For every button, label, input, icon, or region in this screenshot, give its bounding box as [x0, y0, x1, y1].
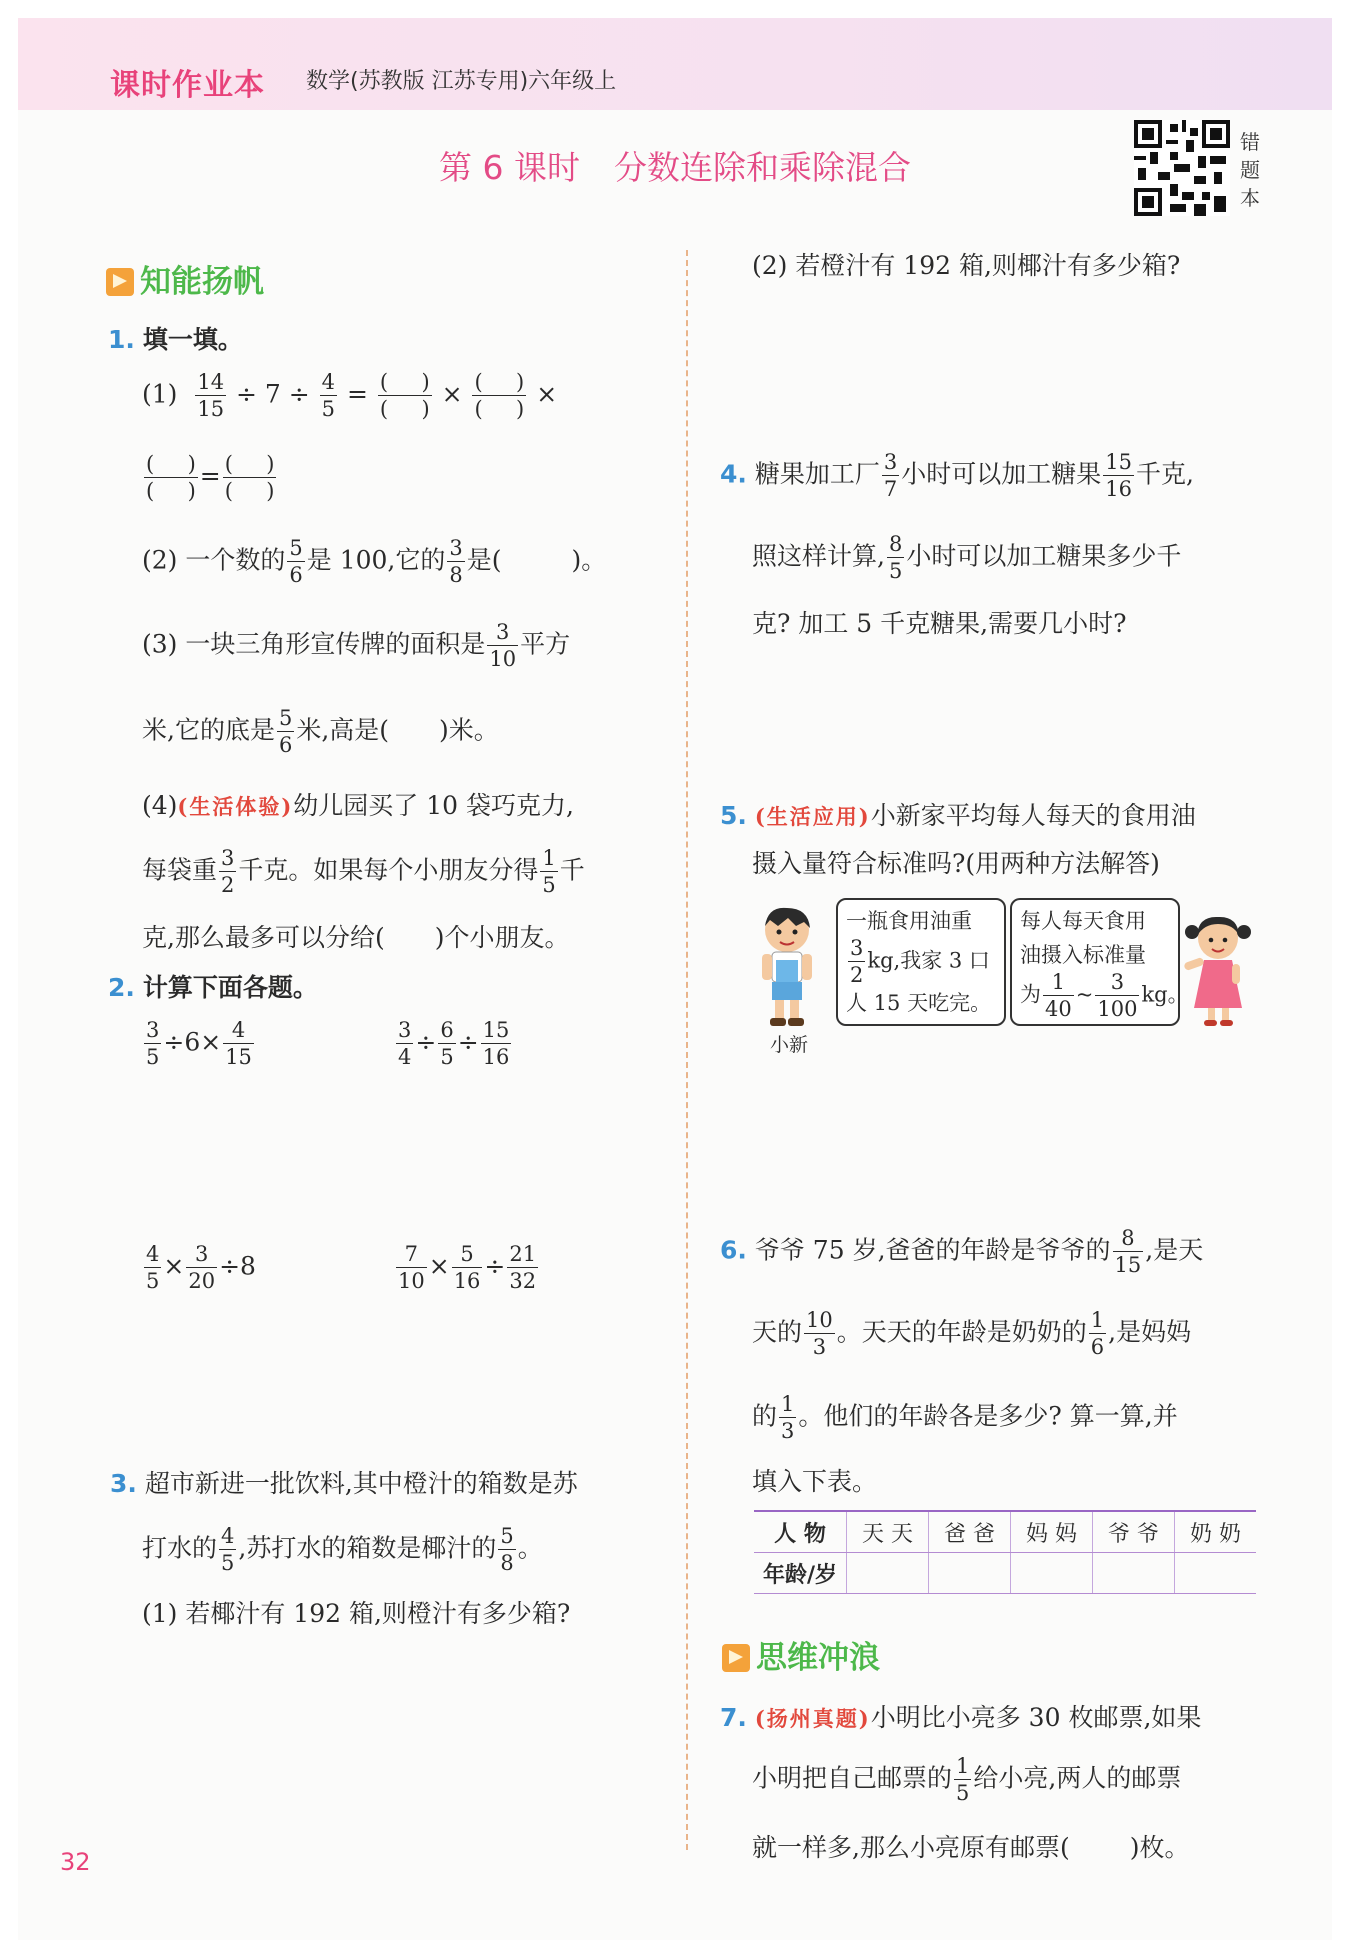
wave-icon	[722, 1644, 750, 1672]
speech-bubble-xiaoxin: 一瓶食用油重 $\frac{3}{2}$ kg,我家 3 口 人 15 天吃完。	[836, 898, 1006, 1026]
q5-line2: 摄入量符合标准吗?(用两种方法解答)	[752, 849, 1160, 878]
age-input-cell[interactable]	[847, 1553, 929, 1594]
q1-part1-line1: (1) $\frac{14}{15}$ ÷ 7 ÷ $\frac{4}{5}$ = ( ) ( ) × ( ) ( ) ×	[142, 370, 558, 421]
table-cell-person: 爸 爸	[929, 1511, 1011, 1553]
q6-line4: 填入下表。	[752, 1467, 878, 1496]
q3-sub2: (2) 若橙汁有 192 箱,则椰汁有多少箱?	[752, 251, 1181, 280]
age-table	[754, 1510, 1256, 1594]
q4-line3: 克? 加工 5 千克糖果,需要几小时?	[752, 609, 1127, 638]
age-input-cell[interactable]	[1011, 1553, 1093, 1594]
book-title: 数学(苏教版 江苏专用)六年级上	[306, 69, 617, 94]
kid-label: 小新	[770, 1034, 809, 1056]
age-input-cell[interactable]	[929, 1553, 1011, 1594]
page-number: 32	[60, 1848, 91, 1876]
q1-part1-line2: ( ) ( ) = ( ) ( )	[146, 452, 275, 503]
q3-line2: 打水的 $\frac{4}{5}$ ,苏打水的箱数是椰汁的 $\frac{5}{8}$ 。	[142, 1524, 543, 1575]
table-cell-person: 天 天	[847, 1511, 929, 1553]
q4-line1: 4. 糖果加工厂 $\frac{3}{7}$ 小时可以加工糖果 $\frac{15}{16}$ 千克,	[720, 450, 1194, 501]
q2-heading: 2. 计算下面各题。	[108, 973, 318, 1002]
column-divider	[686, 250, 688, 1850]
qr-code-icon[interactable]	[1134, 120, 1230, 216]
q6-line1: 6. 爷爷 75 岁,爸爸的年龄是爷爷的 $\frac{8}{15}$ ,是天	[720, 1226, 1204, 1277]
wrong-answer-book-label: 错 题 本	[1240, 130, 1260, 210]
q2-expr-b: $\frac{3}{4}$ ÷ $\frac{6}{5}$ ÷ $\frac{15}{16}$	[398, 1018, 510, 1069]
q1-part2: (2) 一个数的 $\frac{5}{6}$ 是 100,它的 $\frac{3}{8}$ 是( )。	[142, 536, 607, 587]
q1-part4-line1: (4)(生活体验)幼儿园买了 10 袋巧克力,	[142, 791, 574, 820]
lesson-title: 第 6 课时 分数连除和乘除混合	[439, 148, 911, 187]
brand-title: 课时作业本	[110, 68, 265, 103]
q2-expr-c: $\frac{4}{5}$ × $\frac{3}{20}$ ÷8	[146, 1242, 256, 1293]
q1-heading: 1. 填一填。	[108, 325, 243, 354]
q2-expr-d: $\frac{7}{10}$ × $\frac{5}{16}$ ÷ $\frac{21}{32}$	[398, 1242, 537, 1293]
q6-line2: 天的 $\frac{10}{3}$ 。天天的年龄是奶奶的 $\frac{1}{6}$ ,是妈妈	[752, 1308, 1192, 1359]
speech-bubble-girl: 每人每天食用 油摄入标准量 为 $\frac{1}{40}$ ~ $\frac{3}{100}$ kg。	[1010, 898, 1180, 1026]
q7-line1: 7. (扬州真题)小明比小亮多 30 枚邮票,如果	[720, 1703, 1202, 1732]
q3-line1: 3. 超市新进一批饮料,其中橙汁的箱数是苏	[110, 1469, 578, 1498]
section-header-2: 思维冲浪	[722, 1632, 880, 1677]
q6-line3: 的 $\frac{1}{3}$ 。他们的年龄各是多少? 算一算,并	[752, 1392, 1178, 1443]
boy-xiaoxin-illustration	[756, 904, 818, 1030]
q7-line2: 小明把自己邮票的 $\frac{1}{5}$ 给小亮,两人的邮票	[752, 1754, 1182, 1805]
q3-sub1: (1) 若椰汁有 192 箱,则橙汁有多少箱?	[142, 1599, 571, 1628]
q2-expr-a: $\frac{3}{5}$ ÷6× $\frac{4}{15}$	[146, 1018, 252, 1069]
q7-line3: 就一样多,那么小亮原有邮票( )枚。	[752, 1833, 1190, 1862]
section-header-1: 知能扬帆	[106, 256, 264, 301]
age-input-cell[interactable]	[1093, 1553, 1175, 1594]
table-cell-person: 爷 爷	[1093, 1511, 1175, 1553]
q5-line1: 5. (生活应用)小新家平均每人每天的食用油	[720, 801, 1196, 830]
table-row	[754, 1553, 1256, 1594]
table-row	[754, 1511, 1256, 1553]
age-input-cell[interactable]	[1175, 1553, 1257, 1594]
table-header-person: 人 物	[754, 1511, 847, 1553]
q4-line2: 照这样计算, $\frac{8}{5}$ 小时可以加工糖果多少千	[752, 532, 1182, 583]
table-cell-person: 奶 奶	[1175, 1511, 1257, 1553]
q1-part3-line1: (3) 一块三角形宣传牌的面积是 $\frac{3}{10}$ 平方	[142, 620, 571, 671]
table-cell-person: 妈 妈	[1011, 1511, 1093, 1553]
q1-part3-line2: 米,它的底是 $\frac{5}{6}$ 米,高是( )米。	[142, 706, 499, 757]
table-header-age: 年龄/岁	[754, 1553, 847, 1594]
q1-part4-line2: 每袋重 $\frac{3}{2}$ 千克。如果每个小朋友分得 $\frac{1}{5}$ 千	[142, 846, 585, 897]
girl-illustration	[1182, 912, 1254, 1028]
q1-part4-line3: 克,那么最多可以分给( )个小朋友。	[142, 923, 570, 952]
sail-icon	[106, 268, 134, 296]
